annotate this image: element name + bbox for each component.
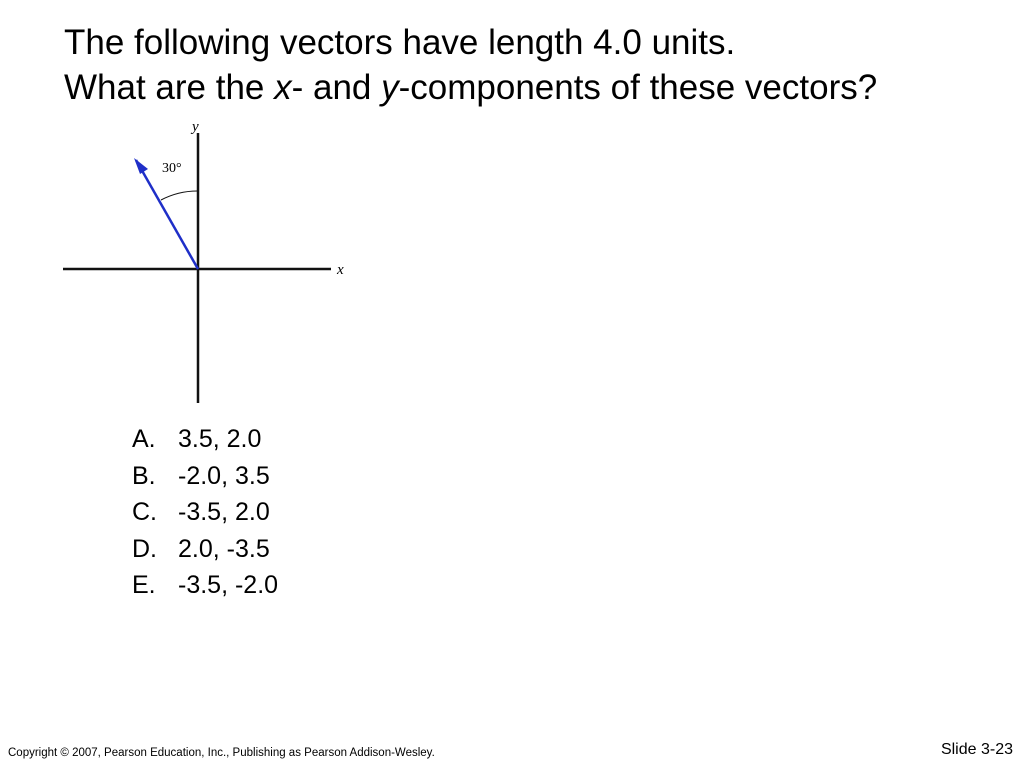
answer-text: -3.5, -2.0 xyxy=(178,571,279,599)
copyright-notice: Copyright © 2007, Pearson Education, Inc., Publishing as Pearson Addison-Wesley. xyxy=(8,747,435,759)
x-axis-label: x xyxy=(337,262,344,278)
answer-choices xyxy=(132,421,278,604)
title-line-2-part-2: - and xyxy=(291,68,382,107)
slide-number: Slide 3-23 xyxy=(940,741,1013,758)
vector-diagram xyxy=(56,114,366,410)
vector-diagram-svg xyxy=(56,114,366,410)
answer-choice-d[interactable] xyxy=(132,531,278,568)
title-x-variable: x xyxy=(274,68,292,107)
answer-choice-a[interactable] xyxy=(132,421,278,458)
answer-choice-c[interactable] xyxy=(132,494,278,531)
answer-text: -3.5, 2.0 xyxy=(178,498,270,526)
answer-text: 3.5, 2.0 xyxy=(178,425,262,453)
angle-arc xyxy=(161,191,198,200)
title-y-variable: y xyxy=(381,68,399,107)
angle-label: 30° xyxy=(162,161,182,176)
y-axis-label: y xyxy=(192,119,199,135)
answer-letter: A. xyxy=(132,425,156,453)
answer-choice-e[interactable] xyxy=(132,567,278,604)
answer-letter: C. xyxy=(132,498,157,526)
title-line-2-part-3: -components of these vectors? xyxy=(398,68,878,107)
answer-text: -2.0, 3.5 xyxy=(178,461,270,490)
vector-arrow xyxy=(136,160,198,269)
answer-letter: E. xyxy=(132,571,156,599)
answer-letter: D. xyxy=(132,534,157,563)
title-line-2 xyxy=(64,65,994,110)
slide-title xyxy=(64,20,994,110)
answer-text: 2.0, -3.5 xyxy=(178,534,270,563)
answer-choice-b[interactable] xyxy=(132,458,278,495)
answer-letter: B. xyxy=(132,461,156,490)
title-line-2-part-1: What are the xyxy=(64,68,275,107)
vector-arrowhead xyxy=(134,158,148,174)
title-line-1: The following vectors have length 4.0 units. xyxy=(64,23,736,62)
